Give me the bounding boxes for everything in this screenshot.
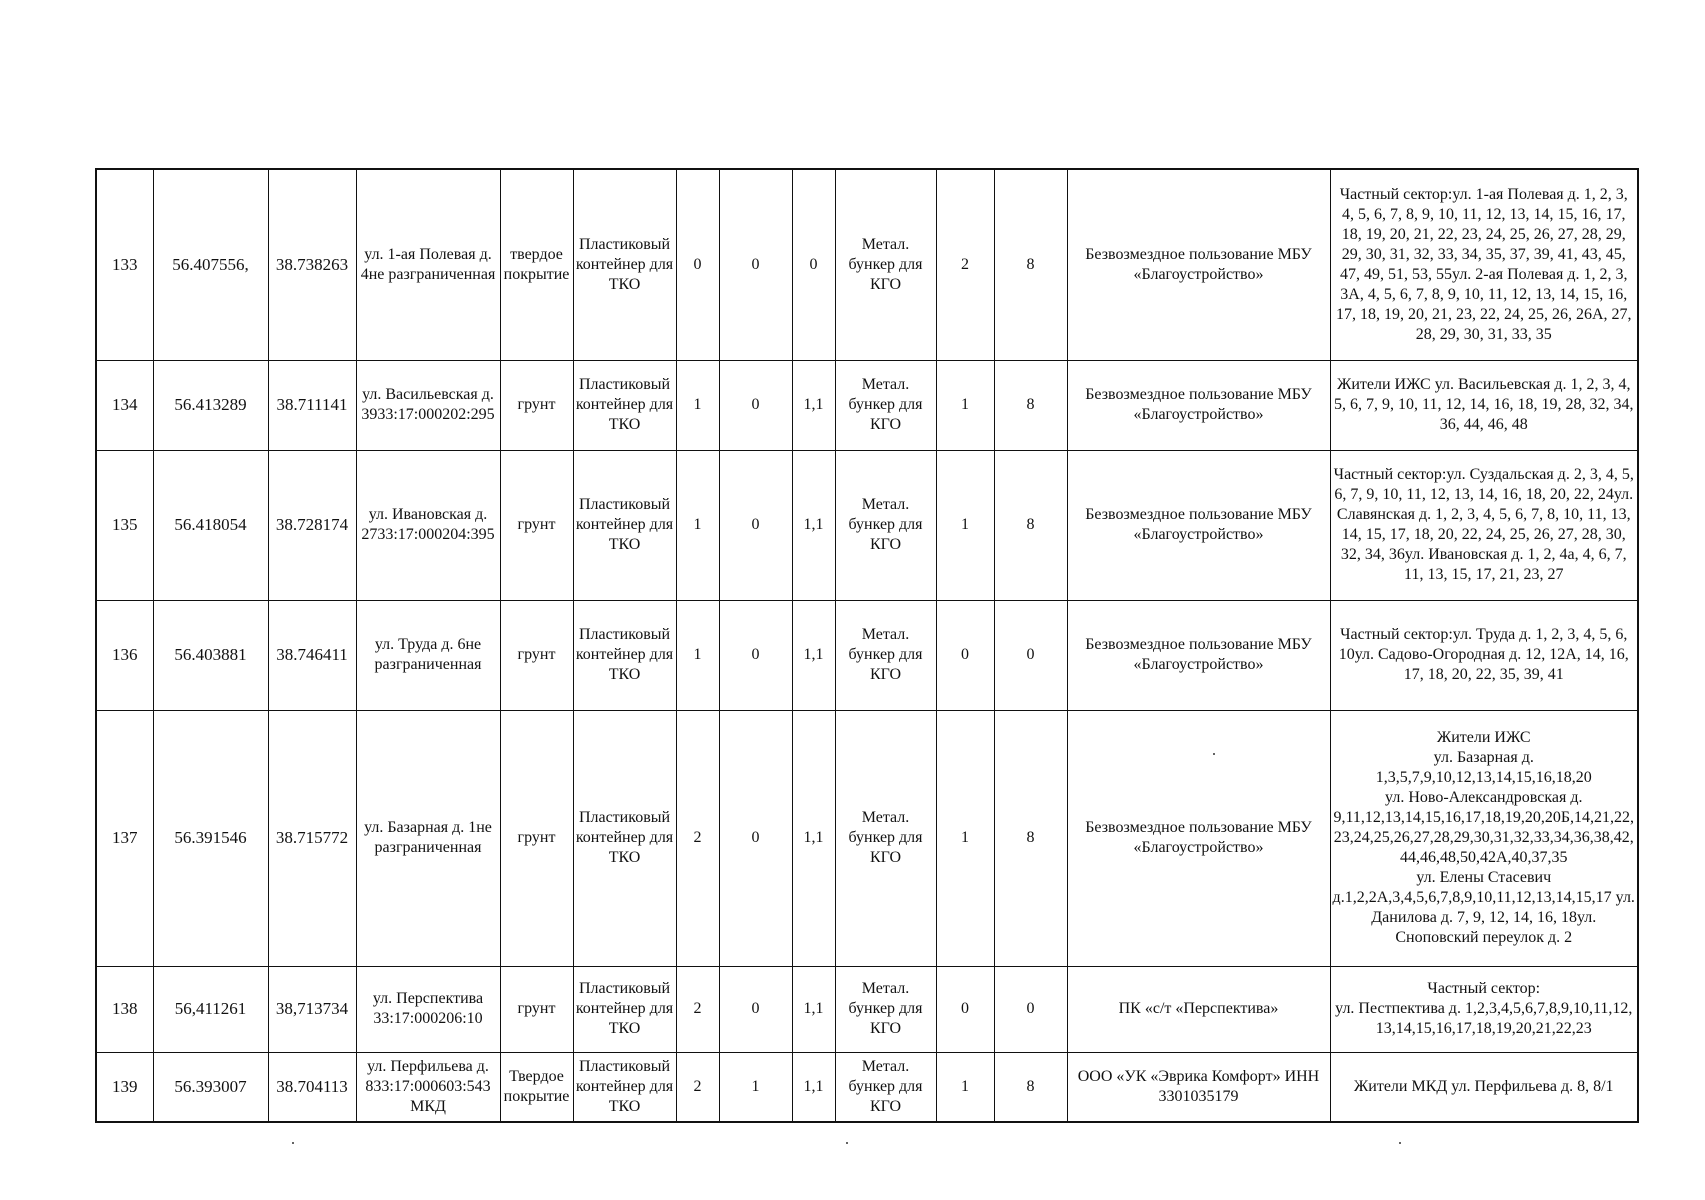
scan-speck (846, 1142, 848, 1144)
kgo-bunker-count-cell: 1 (936, 360, 994, 450)
kgo-bunker-type-cell: Метал. бункер для КГО (835, 600, 936, 710)
kgo-bunker-volume-cell: 8 (994, 360, 1067, 450)
kgo-bunker-type-cell: Метал. бункер для КГО (835, 1052, 936, 1122)
address-cell: ул. Труда д. 6не разграниченная (356, 600, 500, 710)
longitude-cell: 38.704113 (268, 1052, 356, 1122)
longitude-cell: 38.738263 (268, 169, 356, 360)
planned-count-cell: 0 (719, 600, 792, 710)
container-count-cell: 1 (676, 450, 719, 600)
planned-count-cell: 0 (719, 966, 792, 1052)
container-count-cell: 2 (676, 966, 719, 1052)
waste-sources-text: Частный сектор:ул. Суздальская д. 2, 3, 4, 5, 6, 7, 9, 10, 11, 12, 13, 14, 16, 18, 20, 22, 24ул. Славянская д. 1, 2, 3, 4, 5, 6, 7, 8, 10, 11, 13, 14, 15, 17, 18, 20, 22, 24, 25, 26, 27, 28, 30, 32, 34, 36ул. Ивановская д. 1, 2, 4а, 4, 6, 7, 11, 13, 15, 17, 21, 23, 27 (1333, 466, 1634, 583)
container-count-cell: 1 (676, 600, 719, 710)
planned-count-cell: 0 (719, 710, 792, 966)
scan-speck (1399, 1142, 1401, 1144)
container-type-cell: Пластиковый контейнер для ТКО (573, 1052, 676, 1122)
waste-sources-cell (1330, 450, 1638, 600)
address-cell: ул. Васильевская д. 3933:17:000202:295 (356, 360, 500, 450)
address-cell: ул. Ивановская д. 2733:17:000204:395 (356, 450, 500, 600)
surface-cell: грунт (500, 600, 573, 710)
container-volume-cell: 1,1 (792, 600, 835, 710)
kgo-bunker-type-cell: Метал. бункер для КГО (835, 360, 936, 450)
latitude-cell: 56.391546 (153, 710, 268, 966)
latitude-cell: 56.403881 (153, 600, 268, 710)
address-cell: ул. Перспектива 33:17:000206:10 (356, 966, 500, 1052)
kgo-bunker-type-cell: Метал. бункер для КГО (835, 966, 936, 1052)
longitude-cell: 38,713734 (268, 966, 356, 1052)
waste-sources-cell (1330, 169, 1638, 360)
kgo-bunker-type-cell: Метал. бункер для КГО (835, 450, 936, 600)
address-cell: ул. Базарная д. 1не разграниченная (356, 710, 500, 966)
kgo-bunker-type-cell: Метал. бункер для КГО (835, 169, 936, 360)
table-row (96, 169, 1638, 360)
container-volume-cell: 1,1 (792, 1052, 835, 1122)
planned-count-cell: 0 (719, 169, 792, 360)
owner-cell: ООО «УК «Эврика Комфорт» ИНН 3301035179 (1067, 1052, 1330, 1122)
surface-cell: грунт (500, 450, 573, 600)
kgo-bunker-type-cell: Метал. бункер для КГО (835, 710, 936, 966)
planned-count-cell: 1 (719, 1052, 792, 1122)
container-count-cell: 0 (676, 169, 719, 360)
surface-cell: грунт (500, 710, 573, 966)
container-volume-cell: 1,1 (792, 966, 835, 1052)
table-row (96, 710, 1638, 966)
container-volume-cell: 1,1 (792, 360, 835, 450)
container-count-cell: 1 (676, 360, 719, 450)
waste-sources-text: Частный сектор:ул. Труда д. 1, 2, 3, 4, 5, 6, 10ул. Садово-Огородная д. 12, 12А, 14, 16, 17, 18, 20, 22, 35, 39, 41 (1338, 626, 1629, 683)
latitude-cell: 56.407556, (153, 169, 268, 360)
owner-cell: Безвозмездное пользование МБУ «Благоустройство» (1067, 360, 1330, 450)
latitude-cell: 56.418054 (153, 450, 268, 600)
latitude-cell: 56,411261 (153, 966, 268, 1052)
table-row (96, 450, 1638, 600)
waste-sites-table (95, 168, 1639, 1123)
surface-cell: Твердое покрытие (500, 1052, 573, 1122)
row-number: 137 (96, 710, 153, 966)
owner-cell: ПК «с/т «Перспектива» (1067, 966, 1330, 1052)
planned-count-cell: 0 (719, 360, 792, 450)
container-volume-cell: 0 (792, 169, 835, 360)
container-type-cell: Пластиковый контейнер для ТКО (573, 169, 676, 360)
address-cell: ул. 1-ая Полевая д. 4не разграниченная (356, 169, 500, 360)
waste-sources-cell (1330, 600, 1638, 710)
table-row (96, 600, 1638, 710)
kgo-bunker-count-cell: 0 (936, 600, 994, 710)
container-type-cell: Пластиковый контейнер для ТКО (573, 600, 676, 710)
row-number: 139 (96, 1052, 153, 1122)
kgo-bunker-volume-cell: 0 (994, 600, 1067, 710)
owner-cell: Безвозмездное пользование МБУ «Благоустройство» (1067, 710, 1330, 966)
table-row (96, 360, 1638, 450)
planned-count-cell: 0 (719, 450, 792, 600)
kgo-bunker-volume-cell: 8 (994, 450, 1067, 600)
owner-cell: Безвозмездное пользование МБУ «Благоустройство» (1067, 450, 1330, 600)
table-row (96, 966, 1638, 1052)
container-count-cell: 2 (676, 1052, 719, 1122)
container-type-cell: Пластиковый контейнер для ТКО (573, 710, 676, 966)
waste-sources-text: Жители МКД ул. Перфильева д. 8, 8/1 (1353, 1077, 1614, 1095)
waste-sources-cell (1330, 1052, 1638, 1122)
scan-speck (292, 1142, 294, 1144)
surface-cell: грунт (500, 360, 573, 450)
kgo-bunker-volume-cell: 8 (994, 710, 1067, 966)
container-volume-cell: 1,1 (792, 450, 835, 600)
owner-cell: Безвозмездное пользование МБУ «Благоустройство» (1067, 600, 1330, 710)
kgo-bunker-count-cell: 0 (936, 966, 994, 1052)
kgo-bunker-count-cell: 1 (936, 710, 994, 966)
waste-sources-cell (1330, 710, 1638, 966)
row-number: 138 (96, 966, 153, 1052)
row-number: 135 (96, 450, 153, 600)
row-number: 136 (96, 600, 153, 710)
kgo-bunker-volume-cell: 0 (994, 966, 1067, 1052)
table-row (96, 1052, 1638, 1122)
waste-sources-text: Жители ИЖС ул. Васильевская д. 1, 2, 3, 4, 5, 6, 7, 9, 10, 11, 12, 14, 16, 18, 19, 28, 32, 34, 36, 44, 46, 48 (1334, 376, 1634, 433)
surface-cell: грунт (500, 966, 573, 1052)
surface-cell: твердое покрытие (500, 169, 573, 360)
kgo-bunker-count-cell: 2 (936, 169, 994, 360)
latitude-cell: 56.393007 (153, 1052, 268, 1122)
owner-cell: Безвозмездное пользование МБУ «Благоустройство» (1067, 169, 1330, 360)
longitude-cell: 38.715772 (268, 710, 356, 966)
container-type-cell: Пластиковый контейнер для ТКО (573, 966, 676, 1052)
waste-sources-text: Частный сектор:ул. 1-ая Полевая д. 1, 2, 3, 4, 5, 6, 7, 8, 9, 10, 11, 12, 13, 14, 15, 16, 17, 18, 19, 20, 21, 22, 23, 24, 25, 26, 27, 28, 29, 29, 30, 31, 32, 33, 34, 35, 37, 39, 41, 43, 45, 47, 49, 51, 53, 55ул. 2-ая Полевая д. 1, 2, 3, 3А, 4, 5, 6, 7, 8, 9, 10, 11, 12, 13, 14, 15, 16, 17, 18, 19, 20, 21, 23, 22, 24, 25, 26, 26А, 27, 28, 29, 30, 31, 33, 35 (1335, 185, 1632, 343)
container-count-cell: 2 (676, 710, 719, 966)
waste-sources-text: Жители ИЖС ул. Базарная д. 1,3,5,7,9,10,12,13,14,15,16,18,20 ул. Ново-Александровская д. 9,11,12,13,14,15,16,17,18,19,20,20Б,14,21,22,23,24,25,26,27,28,29,30,31,32,33,34,36,38,42,44,46,48,50,42А,40,37,35 ул. Елены Стасевич д.1,2,2А,3,4,5,6,7,8,9,10,11,12,13,14,15,17 ул. Данилова д. 7, 9, 12, 14, 16, 18ул. Сноповский переулок д. 2 (1332, 729, 1635, 946)
kgo-bunker-volume-cell: 8 (994, 169, 1067, 360)
row-number: 134 (96, 360, 153, 450)
kgo-bunker-count-cell: 1 (936, 450, 994, 600)
container-type-cell: Пластиковый контейнер для ТКО (573, 450, 676, 600)
latitude-cell: 56.413289 (153, 360, 268, 450)
waste-sources-cell (1330, 966, 1638, 1052)
waste-sources-cell (1330, 360, 1638, 450)
kgo-bunker-volume-cell: 8 (994, 1052, 1067, 1122)
container-volume-cell: 1,1 (792, 710, 835, 966)
longitude-cell: 38.711141 (268, 360, 356, 450)
waste-sources-text: Частный сектор: ул. Пестпектива д. 1,2,3,4,5,6,7,8,9,10,11,12, 13,14,15,16,17,18,19,20,21,22,23 (1335, 980, 1633, 1037)
longitude-cell: 38.746411 (268, 600, 356, 710)
address-cell: ул. Перфильева д. 833:17:000603:543 МКД (356, 1052, 500, 1122)
row-number: 133 (96, 169, 153, 360)
kgo-bunker-count-cell: 1 (936, 1052, 994, 1122)
longitude-cell: 38.728174 (268, 450, 356, 600)
container-type-cell: Пластиковый контейнер для ТКО (573, 360, 676, 450)
scan-speck (1213, 753, 1215, 755)
